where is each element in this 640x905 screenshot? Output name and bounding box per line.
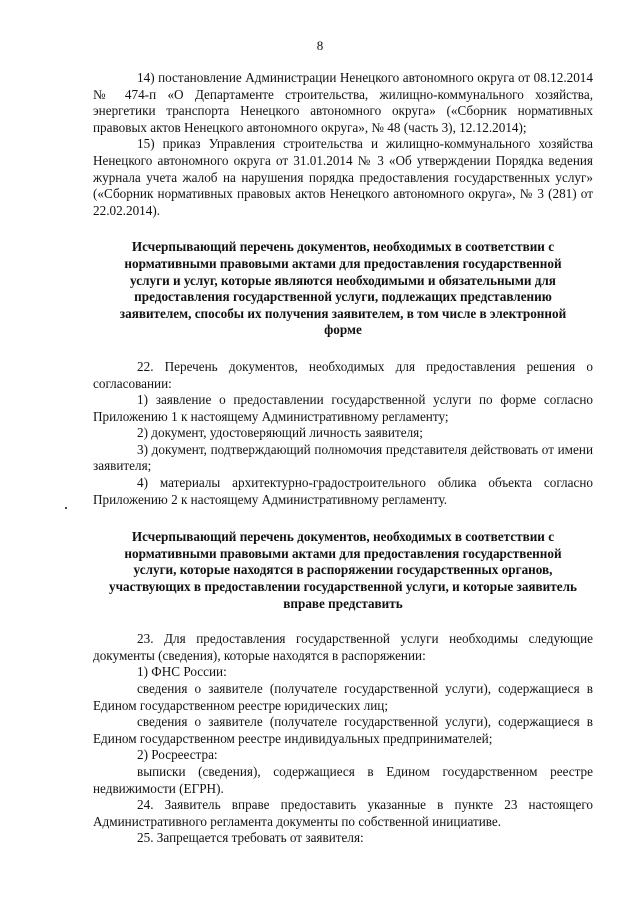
section-heading-required-documents: Исчерпывающий перечень документов, необходимых в соответствии с нормативными правовыми актами для предоставления государственной услуги и услуг, которые являются необходимыми и обязательными для предоставления государственной услуги, подлежащих представлению заявителем, способы их получения заявителем, в том числе в электронной форме (119, 239, 567, 338)
list-item: 3) документ, подтверждающий полномочия представителя действовать от имени заявителя; (93, 441, 593, 474)
list-item: 1) ФНС России: (137, 664, 227, 680)
section-heading-interagency-documents: Исчерпывающий перечень документов, необходимых в соответствии с нормативными правовыми актами для предоставления государственной услуги, которые находятся в распоряжении государственных органов, участвующих в предоставлении государственной услуги, и которые заявитель вправе представить (109, 529, 577, 611)
document-body (93, 70, 593, 847)
list-item: сведения о заявителе (получателе государственной услуги), содержащиеся в Едином государственном реестре индивидуальных предпринимателей; (93, 714, 593, 746)
scan-speck (65, 507, 67, 509)
list-item: выписки (сведения), содержащиеся в Едином государственном реестре недвижимости (ЕГРН). (93, 763, 593, 796)
paragraph-25: 25. Запрещается требовать от заявителя: (137, 830, 364, 846)
list-item: 1) заявление о предоставлении государственной услуги по форме согласно Приложению 1 к настоящему Административному регламенту; (93, 392, 593, 424)
list-item: 2) документ, удостоверяющий личность заявителя; (137, 425, 423, 441)
paragraph-15: 15) приказ Управления строительства и жилищно-коммунального хозяйства Ненецкого автономного округа от 31.01.2014 № 3 «Об утверждении Порядка ведения журнала учета жалоб на нарушения порядка предоставления государственных услуг» («Сборник нормативных правовых актов Ненецкого автономного округа», № 3 (281) от 22.02.2014). (93, 136, 593, 218)
paragraph-22: 22. Перечень документов, необходимых для предоставления решения о согласовании: (93, 358, 593, 391)
list-item: 2) Росреестра: (137, 747, 218, 763)
paragraph-23: 23. Для предоставления государственной услуги необходимы следующие документы (сведения), которые находятся в распоряжении: (93, 631, 593, 663)
paragraph-14: 14) постановление Администрации Ненецкого автономного округа от 08.12.2014 № 474-п «О Департаменте строительства, жилищно-коммунального хозяйства, энергетики транспорта Ненецкого автономного округа» («Сборник нормативных правовых актов Ненецкого автономного округа», № 48 (часть 3), 12.12.2014); (93, 70, 593, 135)
list-item: 4) материалы архитектурно-градостроительного облика объекта согласно Приложению 2 к настоящему Административному регламенту. (93, 475, 593, 507)
page-number: 8 (316, 38, 324, 53)
paragraph-24: 24. Заявитель вправе предоставить указанные в пункте 23 настоящего Административного регламента документы по собственной инициативе. (93, 797, 593, 829)
list-item: сведения о заявителе (получателе государственной услуги), содержащиеся в Едином государственном реестре юридических лиц; (93, 681, 593, 713)
